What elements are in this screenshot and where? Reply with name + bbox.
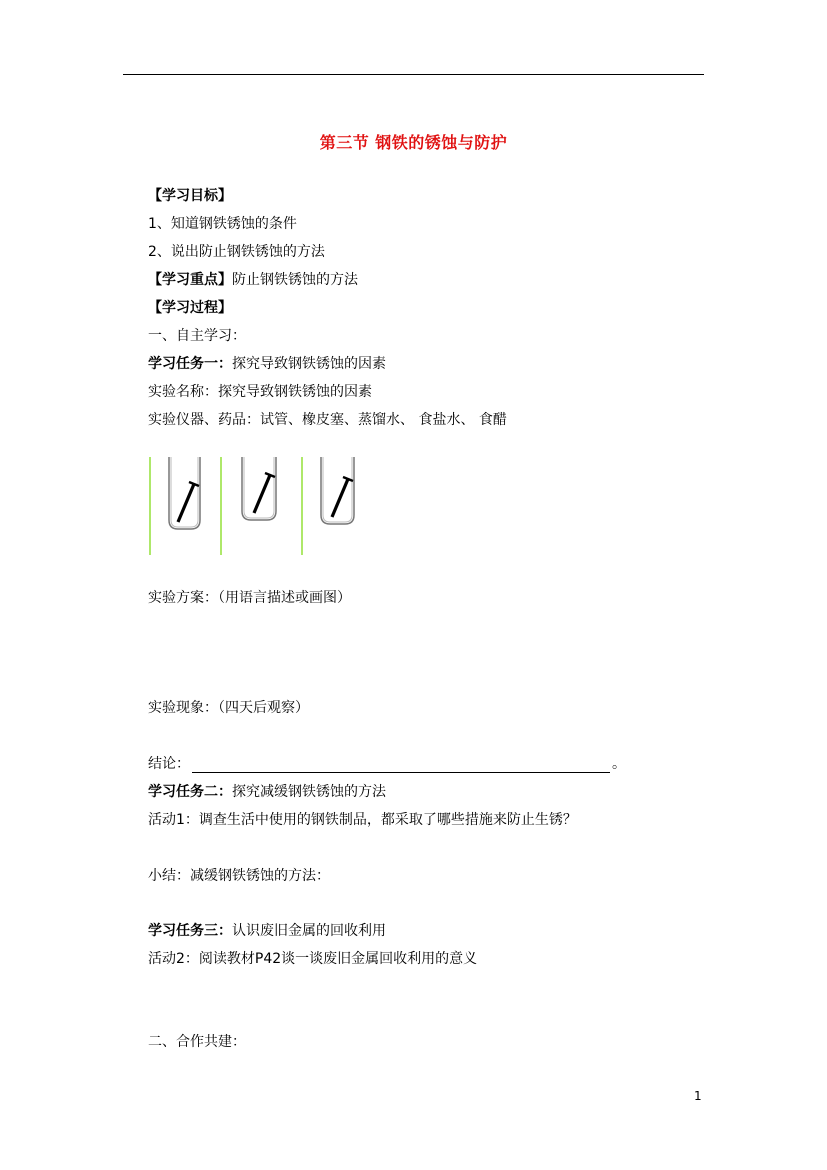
iron-nail-icon [332,479,348,517]
conclusion-end: 。 [612,756,626,772]
section-2-heading: 二、合作共建： [148,1034,246,1050]
conclusion-label: 结论： [148,756,190,772]
page-number: 1 [694,1089,702,1103]
task-2-line [148,783,386,801]
task-1-line [148,355,386,373]
conclusion-line [148,755,626,773]
task-2-text: 探究减缓钢铁锈蚀的方法 [232,784,386,800]
process-heading: 【学习过程】 [148,300,232,316]
keypoint-label: 【学习重点】 [148,272,232,288]
objective-1: 1、知道钢铁锈蚀的条件 [148,216,297,232]
objective-2: 2、说出防止钢铁锈蚀的方法 [148,244,325,260]
experiment-observation: 实验现象：（四天后观察） [148,700,309,716]
objectives-heading: 【学习目标】 [148,188,232,204]
test-tube-2 [242,457,276,520]
section-1-heading: 一、自主学习： [148,328,246,344]
task-1-label: 学习任务一： [148,356,232,372]
test-tube-1 [169,457,200,529]
task-2-label: 学习任务二： [148,784,232,800]
keypoint-line [148,271,358,289]
conclusion-blank[interactable] [192,758,610,773]
summary-line: 小结：减缓钢铁锈蚀的方法： [148,868,330,884]
task-3-label: 学习任务三： [148,923,232,939]
task-1-text: 探究导致钢铁锈蚀的因素 [232,356,386,372]
iron-nail-icon [178,484,194,522]
activity-2: 活动2：阅读教材P42谈一谈废旧金属回收利用的意义 [148,951,478,967]
task-3-text: 认识废旧金属的回收利用 [232,923,386,939]
header-rule [123,74,704,75]
iron-nail-icon [254,475,270,513]
keypoint-text: 防止钢铁锈蚀的方法 [232,272,358,288]
test-tubes-figure [148,457,368,557]
page-title: 第三节 钢铁的锈蚀与防护 [319,133,508,152]
experiment-name: 实验名称：探究导致钢铁锈蚀的因素 [148,384,372,400]
experiment-plan: 实验方案：（用语言描述或画图） [148,590,351,606]
task-3-line [148,922,386,940]
test-tube-3 [321,457,354,524]
instruments-line: 实验仪器、药品：试管、橡皮塞、蒸馏水、 食盐水、 食醋 [148,412,507,428]
activity-1: 活动1：调查生活中使用的钢铁制品，都采取了哪些措施来防止生锈？ [148,812,577,828]
